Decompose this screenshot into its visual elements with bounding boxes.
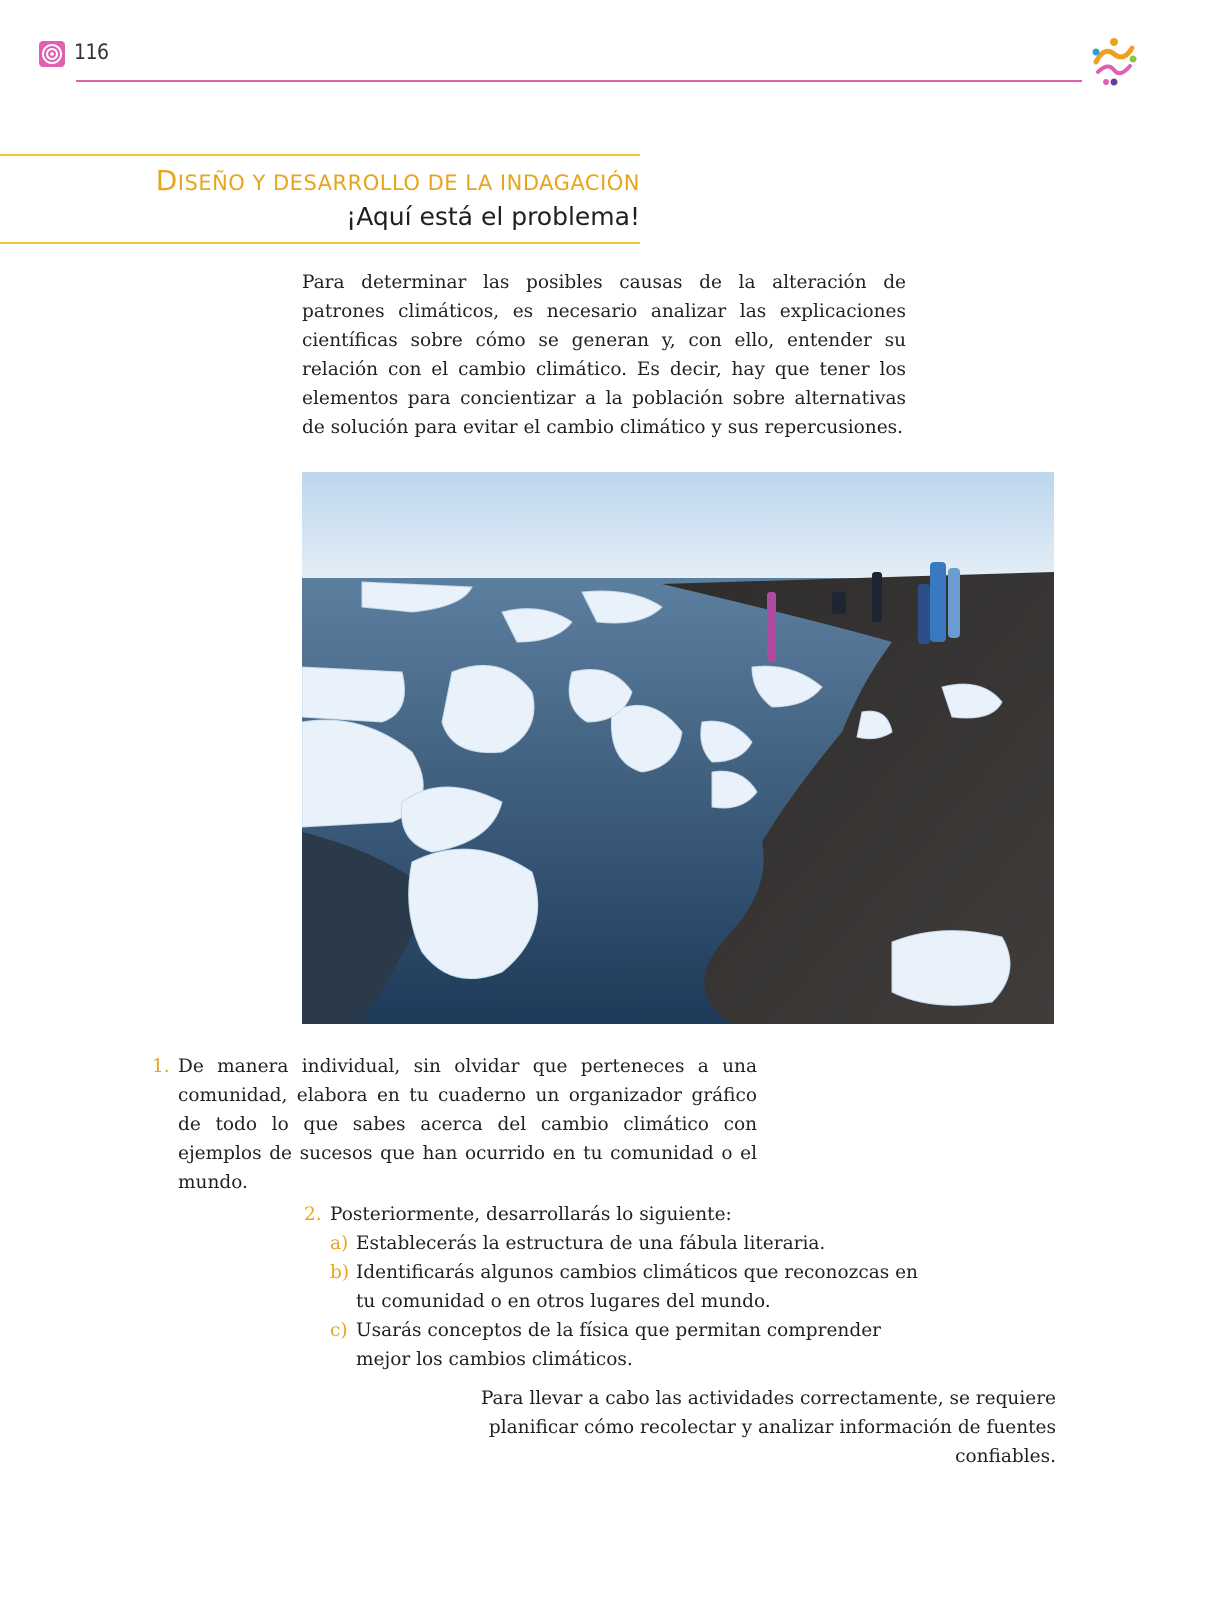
activity-2c-letter: c) <box>330 1320 348 1341</box>
activity-2-number: 2. <box>304 1204 322 1225</box>
activity-1-text: De manera individual, sin olvidar que perteneces a una comunidad, elabora en tu cuaderno un organizador gráfico de todo lo que sabes acerca del cambio climático con ejemplos de sucesos que han ocurrido en tu comunidad o el mundo. <box>178 1056 757 1193</box>
closing-paragraph: Para llevar a cabo las actividades correctamente, se requiere planificar cómo recolectar y analizar información de fuentes confiables. <box>480 1388 1056 1467</box>
pink-flower-icon <box>38 40 66 68</box>
activity-1 <box>152 1052 757 1197</box>
colorful-dancing-figure-logo <box>1086 32 1142 88</box>
activity-2 <box>304 1200 936 1374</box>
activity-2a-letter: a) <box>330 1233 349 1254</box>
section-heading <box>0 154 640 244</box>
section-subtitle: ¡Aquí está el problema! <box>346 202 640 231</box>
icebergs-beach-photo <box>302 472 1054 1024</box>
activity-2c-text: Usarás conceptos de la física que permitan comprender mejor los cambios climáticos. <box>356 1320 881 1370</box>
activity-1-number: 1. <box>152 1056 170 1077</box>
activity-2c <box>330 1316 936 1374</box>
activity-2b-letter: b) <box>330 1262 350 1283</box>
activity-2a-text: Establecerás la estructura de una fábula literaria. <box>356 1233 826 1254</box>
section-title: DISEÑO Y DESARROLLO DE LA INDAGACIÓN <box>155 164 640 197</box>
activity-2a <box>330 1229 936 1258</box>
activity-2-text: Posteriormente, desarrollarás lo siguiente: <box>330 1204 732 1225</box>
header-rule <box>76 80 1082 82</box>
intro-paragraph: Para determinar las posibles causas de la alteración de patrones climáticos, es necesario analizar las explicaciones científicas sobre cómo se generan y, con ello, entender su relación con el cambio climático. Es decir, hay que tener los elementos para concientizar a la población sobre alternativas de solución para evitar el cambio climático y sus repercusiones. <box>302 272 906 438</box>
page-number: 116 <box>74 40 109 64</box>
activity-2b-text: Identificarás algunos cambios climáticos que reconozcas en tu comunidad o en otros lugares del mundo. <box>356 1262 918 1312</box>
activity-2b <box>330 1258 936 1316</box>
